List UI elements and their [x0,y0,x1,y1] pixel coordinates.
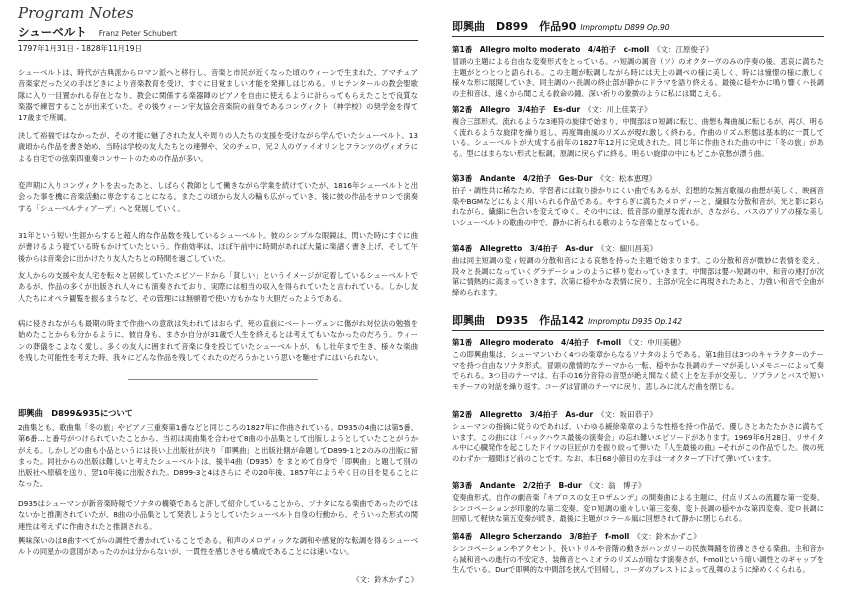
movement-text: 冒頭の主題による自由な変奏形式をとっている。ハ短調の属音（ソ）のオクターヴのみの序奏の後、悲哀に満ちた主題がとつとつと語られる。この主題が転調しながら時には天上の調べの様に美しく、時には憧憬の様に激しく様々な形に展開していき、同主調のハ長調の終止部が静かにドラマを語り終える。最後に穏やかに鳴り響くハ長調の主和音は、遠くから聞こえる救命の鐘、深い祈りの象徴のように私には聞こえる。 [452,57,824,98]
bio-paragraph: シューベルトは、時代が古典派からロマン派へと移行し、音楽と市民が近くなった頃のウィーンで生まれた。アマチュア音楽家だった父の手ほどきにより音楽教育を受け、すぐに目覚ましい才能を発揮しはじめる。リヒテンタールの教会聖歌隊に入り一目置かれる存在となり、教会に関係する楽器陣のピアノを自由に使えるように計らってもらえたことで良質な楽器で練習することが出来ていた。その後ウィーン宇友協会音楽院の前身であるコンヴィクト（神学校）の奨学金を得て17歳まで所属。 [18,68,418,123]
bio-paragraph: 病に侵されながらも最期の時まで作曲への意欲は失われてはおらず、死の直前にベートーヴェンに傷がれ対位法の勉強を始めたことからも分かるように、彼自身も、まさか自分が31歳で人生を終えるとは考えてもいなかったのだろう。ウィーンの葬儀をこよなく愛し、多くの友人に囲まれて音楽に身を投じていたシューベルトが、もし壮年まで生き、様々な楽曲を残した可能性を考えた時、我々にどんな作品を残してくれたのだろうかという思いを馳せずにはいられない。 [18,319,418,362]
movement-block [452,243,824,298]
bio-paragraph: 決して裕福ではなかったが、その才能に魅了された友人や周りの人たちの支援を受けながら学んでいたシューベルト。13歳頃から作品を書き始め、当時は学校の友人たちとの連弾や、父のチェロ、兄２人のヴァイオリンとフランツのヴィオラによる自宅での弦楽四重奏コンサートのための作品が多い。 [18,131,418,163]
movement-heading [452,480,824,491]
movement-heading [452,243,824,254]
movement-text: 変奏曲形式。自作の劇音楽『キプロスの女王ロザムンデ』の間奏曲による主題に、付点リズムの流麗な第一変奏、シンコペーションが印象的な第二変奏、変ロ短調の重々しい第三変奏、変ト長調の穏やかな第四変奏、変ロ長調に回帰して軽快な第五変奏が続き、最後に主題がコラール風に回想されて静かに閉じられる。 [452,493,824,524]
movement-head: 第2番 Allegro 3/4拍子 Es-dur [452,105,581,114]
movement-block [452,409,824,464]
composer-dates: 1797年1月31日 - 1828年11月19日 [18,44,143,53]
section-divider [128,379,318,380]
movement-author: 《文：翁 博子》 [589,481,646,490]
movement-head: 第4番 Allegretto 3/4拍子 As-dur [452,244,594,253]
movement-heading [452,44,824,55]
bio-paragraph: 友人からの支援や友人宅を転々と居候していたエピソードから「貧しい」というイメージが定着しているシューベルトであるが、作品の多くが出版され人々にも演奏されており、実際には相当の収入を得られていたと言われている。しかし友人たちにオペラ観覧を振るまうなど、その管理には無頓着で使い方もかなり大胆だったようである。 [18,271,418,303]
movement-author: 《文：中川美穂》 [628,338,685,347]
work-title-alt: Impromptu D935 Op.142 [588,317,682,326]
movement-head: 第2番 Allegretto 3/4拍子 As-dur [452,410,594,419]
movement-author: 《文：坂田恭子》 [600,410,657,419]
movement-head: 第1番 Allegro molto moderato 4/4拍子 c-moll [452,45,650,54]
movement-head: 第3番 Andante 2/2拍子 B-dur [452,481,582,490]
movement-text: 曲は同主短調の変ィ短調の分散和音による哀愁を持った主題で始まります。この分散和音が微妙に表情を変え、段々と長調になっていくグラデーションのように移り変わっていきます。中間部は嬰ハ短調の中、和音の連打が次第に情熱的に高まっていきます。次第に穏やかな表情に戻り、主部が完全に再現されたあと、力強い和音で全曲が締められます。 [452,256,824,297]
credit-line: 《文：鈴木かずこ》 [352,575,418,584]
movement-heading [452,531,824,542]
movement-head: 第1番 Allegro moderato 4/4拍子 f-moll [452,338,622,347]
work-title-d935 [452,312,824,331]
composer-name-en: Franz Peter Schubert [98,29,178,38]
composer-name-ja: シューベルト [18,25,87,39]
movement-text: この即興曲集は、シューマンいわく4つの楽章からなるソナタのようである。第1曲目は3つのキャラクターのテーマを持つ自由なソナタ形式。冒頭の激情的なテーマから一転、穏やかな長調のテーマが美しいメモニーによって奏でられる。3つ目のテーマは、右手の16分音符の音型が絶え間なく続く上を左手が交差し、ソプラノとバスで短いモチーフの対話を繰り返す。コーダは冒頭のテーマに戻り、悲しみに沈んだ曲を閉じる。 [452,350,824,391]
composer-name [18,24,177,40]
movement-text: 複合三部形式。流れるような3連符の旋律で始まり、中間部はロ短調に転じ、曲想も舞曲風に転じるが、再び、明るく流れるような旋律を繰り返し、再度舞曲風のリズムが現れ激しく終わる。作曲のリズム形態は基本的に一貫している。シューベルトが大成する前年の1827年12月に完成された。同じ年に作曲された曲の中に「冬の旅」がある。型にはまらない形式と転調。原調に戻らずに終る。明るい旋律の中にもどこか哀愁が漂う曲。 [452,117,824,158]
section-paragraph: 興味深いのは8曲すべてが♭の調性で書かれていることである。和声のメロディックな調和や感覚的な転調を得るシューベルトの同星かの意図があったのかは分からないが、一貫性を感じさせる構成であることには違いない。 [18,536,418,557]
movement-text: シューマンの指摘に従うのであれば、いわゆる緩徐楽章のような性格を持つ作品で、優しさとあたたかさに満ちています。この曲には「バックハウス最後の演奏会」の忘れ難いエピソードがあります。1969年6月28日、リサイタル中に心臓発作を起こしたドイツの巨匠が力を振り絞って弾いた『人生最後の曲』─それがこの作品でした。彼の死のわずか一週間ほど前のことです。なお、本日68小節目の左手は一オクターブ下げて弾いています。 [452,422,824,463]
movement-author: 《文：松本恵理》 [600,174,657,183]
heading-rule [18,40,418,41]
work-title: 即興曲 D935 作品142 [452,314,585,327]
program-notes-heading: Program Notes [18,4,134,22]
movement-heading [452,173,824,184]
movement-block [452,104,824,159]
bio-paragraph: 変声期に入りコンヴィクトを去ったあと、しばらく教師として働きながら学業を続けていたが、1816年シューベルトと出会った事を機に音楽活動に専念することになる。またこの頃から友人の輪も広がっていき、後に彼の作品をサロンで演奏する「シューベルティアーデ」へと発展していく。 [18,181,418,213]
movement-head: 第3番 Andante 4/2拍子 Ges-Dur [452,174,593,183]
work-title: 即興曲 D899 作品90 [452,20,577,33]
movement-text: シンコペーションやアクセント、長いトリルや音階の動きがハンガリーの民族舞踊を彷彿とさせる楽曲。主和音から減和音への進行の不安定さ、装飾音とヘミオラのリズムが暗なす演奏さが、f-mollという暗い調性とのギャップを生んでいる。Durで即興的な中間部を挟んで回帰し、コーダのプレストによって乱舞のように締めくくられる。 [452,544,824,575]
movement-block [452,44,824,99]
movement-heading [452,337,824,348]
bio-paragraph: 31年という短い生涯からすると超人的な作品数を残しているシューベルト。彼のシンプルな眼鏡は、閃いた時にすぐに曲が書けるよう寝ている時もかけていたという。作曲効率は、ほぼ午前中に時間があれば大量に楽譜く書き上げ、そして午後からは音楽会に出かけたり友人たちとの時間を過ごしていた。 [18,231,418,263]
movement-block [452,173,824,228]
movement-heading [452,409,824,420]
work-title-alt: Impromptu D899 Op.90 [580,23,670,32]
movement-heading [452,104,824,115]
movement-block [452,531,824,576]
movement-author: 《文：江原俊子》 [656,45,713,54]
section-title: 即興曲 D899&935について [18,408,133,418]
movement-author: 《文：細川昌美》 [600,244,657,253]
work-title-d899 [452,18,824,37]
movement-text: 拍子・調性共に稀なため、学習者には取り掛かりにくい曲でもあるが、幻想的な無言歌風の曲想が美しく、映画音楽やBGMなどにもよく用いられる作品である。やすらぎに満ちたメロディーと、繊細な分散和音が、光と影に彩られながら、繊細に色合いを変えてゆく。その中には、低音部の重厚な流れが、さながら、バスのアリアの様な美しいシューベルトの歌曲の中で、静かに祈られる歌のような音楽となっている。 [452,186,824,227]
movement-block [452,337,824,392]
movement-author: 《文：鈴木かずこ》 [636,532,701,541]
movement-head: 第4番 Allegro Scherzando 3/8拍子 f-moll [452,532,630,541]
movement-block [452,480,824,525]
section-paragraph: 2曲集とも、歌曲集「冬の旅」やピアノ三重奏第1番などと同じころの1827年に作曲されている。D935の4曲には第5番、第6番…と番号がつけられていたことから、当初は両曲集を合わせて8曲の小品集として出版しようとしていたことがうかがえる。しかしどの曲も小品というには長い上出版社が決り「即興曲」と出版社側が命題してD899-1と2のみの出版に留まった。同社からの出版は難しいと考えたシューベルトは、後半4曲（D935）を まとめて自身で「即興曲」と題して別の出版社へ原稿を送り、翌10年後に出版された。D899-3と4はさらに その20年後、1857年にようやく日の目を見ることになった。 [18,423,418,489]
section-paragraph: D935はシューマンが新音楽時報でソナタの構築であると評して紹介していることから、ソナタになる楽曲であったのではないかと推測されていたが、8曲の小品集として発表しようとしていたシューベルト自身の行動から、そういった形式の関連性は考えずに作曲されたと推測される。 [18,499,418,531]
movement-author: 《文：川上佳菜子》 [587,105,652,114]
